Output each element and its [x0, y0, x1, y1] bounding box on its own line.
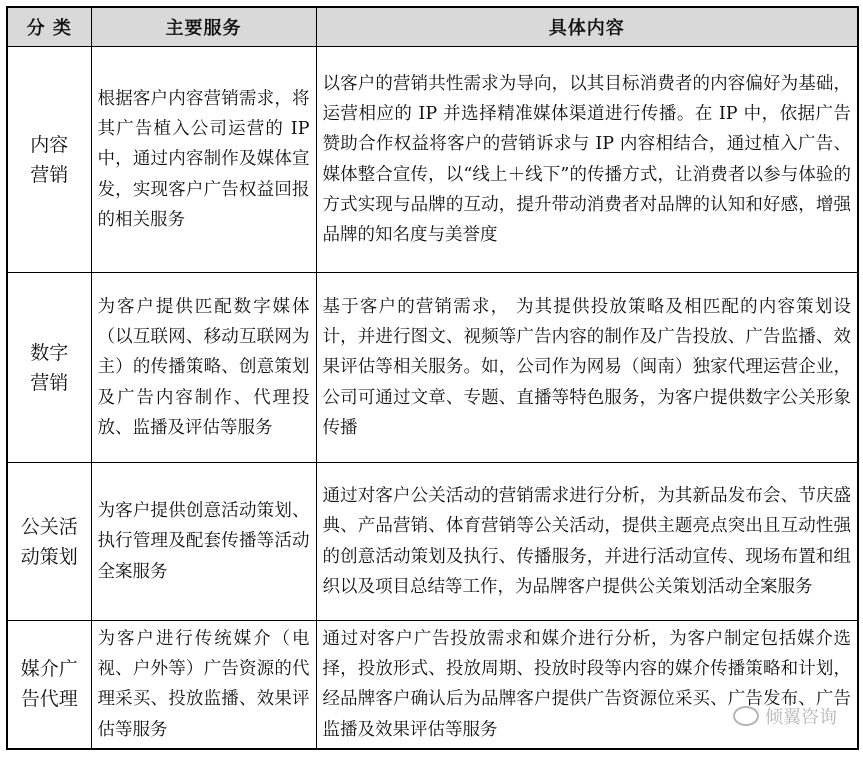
main-service-cell: 为客户提供匹配数字媒体（以互联网、移动互联网为主）的传播策略、创意策划及广告内容制作、代理投放、监播及评估等服务 — [91, 273, 316, 463]
detail-cell: 以客户的营销共性需求为导向，以其目标消费者的内容偏好为基础，运营相应的 IP 并选择精准媒体渠道进行传播。在 IP 中，依据广告赞助合作权益将客户的营销诉求与 IP 内容相结合，通过植入广告、媒体整合宣传，以“线上＋线下”的传播方式，让消费者以参与体验的方式实现与品牌的互动，提升带动消费者对品牌的认知和好感，增强品牌的知名度与美誉度 — [316, 47, 858, 273]
category-cell — [7, 621, 91, 749]
category-label: 营销 — [30, 163, 69, 186]
category-cell — [7, 463, 91, 621]
table-header-row — [7, 7, 858, 47]
category-cell — [7, 47, 91, 273]
category-label: 数字 — [30, 341, 69, 364]
main-service-cell: 为客户提供创意活动策划、执行管理及配套传播等活动全案服务 — [91, 463, 316, 621]
header-detail: 具体内容 — [316, 7, 858, 47]
category-cell — [7, 273, 91, 463]
category-label: 告代理 — [20, 688, 78, 711]
header-category: 分 类 — [7, 7, 91, 47]
table-row — [7, 621, 858, 749]
watermark-text: 倾翼咨询 — [765, 707, 837, 728]
detail-cell: 通过对客户公关活动的营销需求进行分析，为其新品发布会、节庆盛典、产品营销、体育营销等公关活动，提供主题亮点突出且互动性强的创意活动策划及执行、传播服务，并进行活动宣传、现场布置和组织以及项目总结等工作，为品牌客户提供公关策划活动全案服务 — [316, 463, 858, 621]
main-service-cell: 根据客户内容营销需求，将其广告植入公司运营的 IP 中，通过内容制作及媒体宣发，实现客户广告权益回报的相关服务 — [91, 47, 316, 273]
table-row — [7, 463, 858, 621]
detail-cell: 通过对客户广告投放需求和媒介进行分析，为客户制定包括媒介选择，投放形式、投放周期、投放时段等内容的媒介传播策略和计划，经品牌客户确认后为品牌客户提供广告资源位采买、广告发布、广告监播及效果评估等服务 — [316, 621, 858, 749]
watermark — [733, 703, 837, 729]
category-label: 公关活 — [20, 515, 78, 538]
category-label: 内容 — [30, 133, 69, 156]
table-row — [7, 47, 858, 273]
category-label: 动策划 — [20, 545, 78, 568]
category-label: 媒介广 — [20, 658, 78, 681]
main-service-cell: 为客户进行传统媒介（电视、户外等）广告资源的代理采买、投放监播、效果评估等服务 — [91, 621, 316, 749]
wechat-icon — [733, 706, 759, 726]
services-table — [6, 6, 859, 750]
category-label: 营销 — [30, 371, 69, 394]
detail-cell: 基于客户的营销需求， 为其提供投放策略及相匹配的内容策划设计，并进行图文、视频等广告内容的制作及广告投放、广告监播、效果评估等相关服务。如，公司作为网易（闽南）独家代理运营企业，公司可通过文章、专题、直播等特色服务，为客户提供数字公关形象传播 — [316, 273, 858, 463]
table-row — [7, 273, 858, 463]
header-main-service: 主要服务 — [91, 7, 316, 47]
